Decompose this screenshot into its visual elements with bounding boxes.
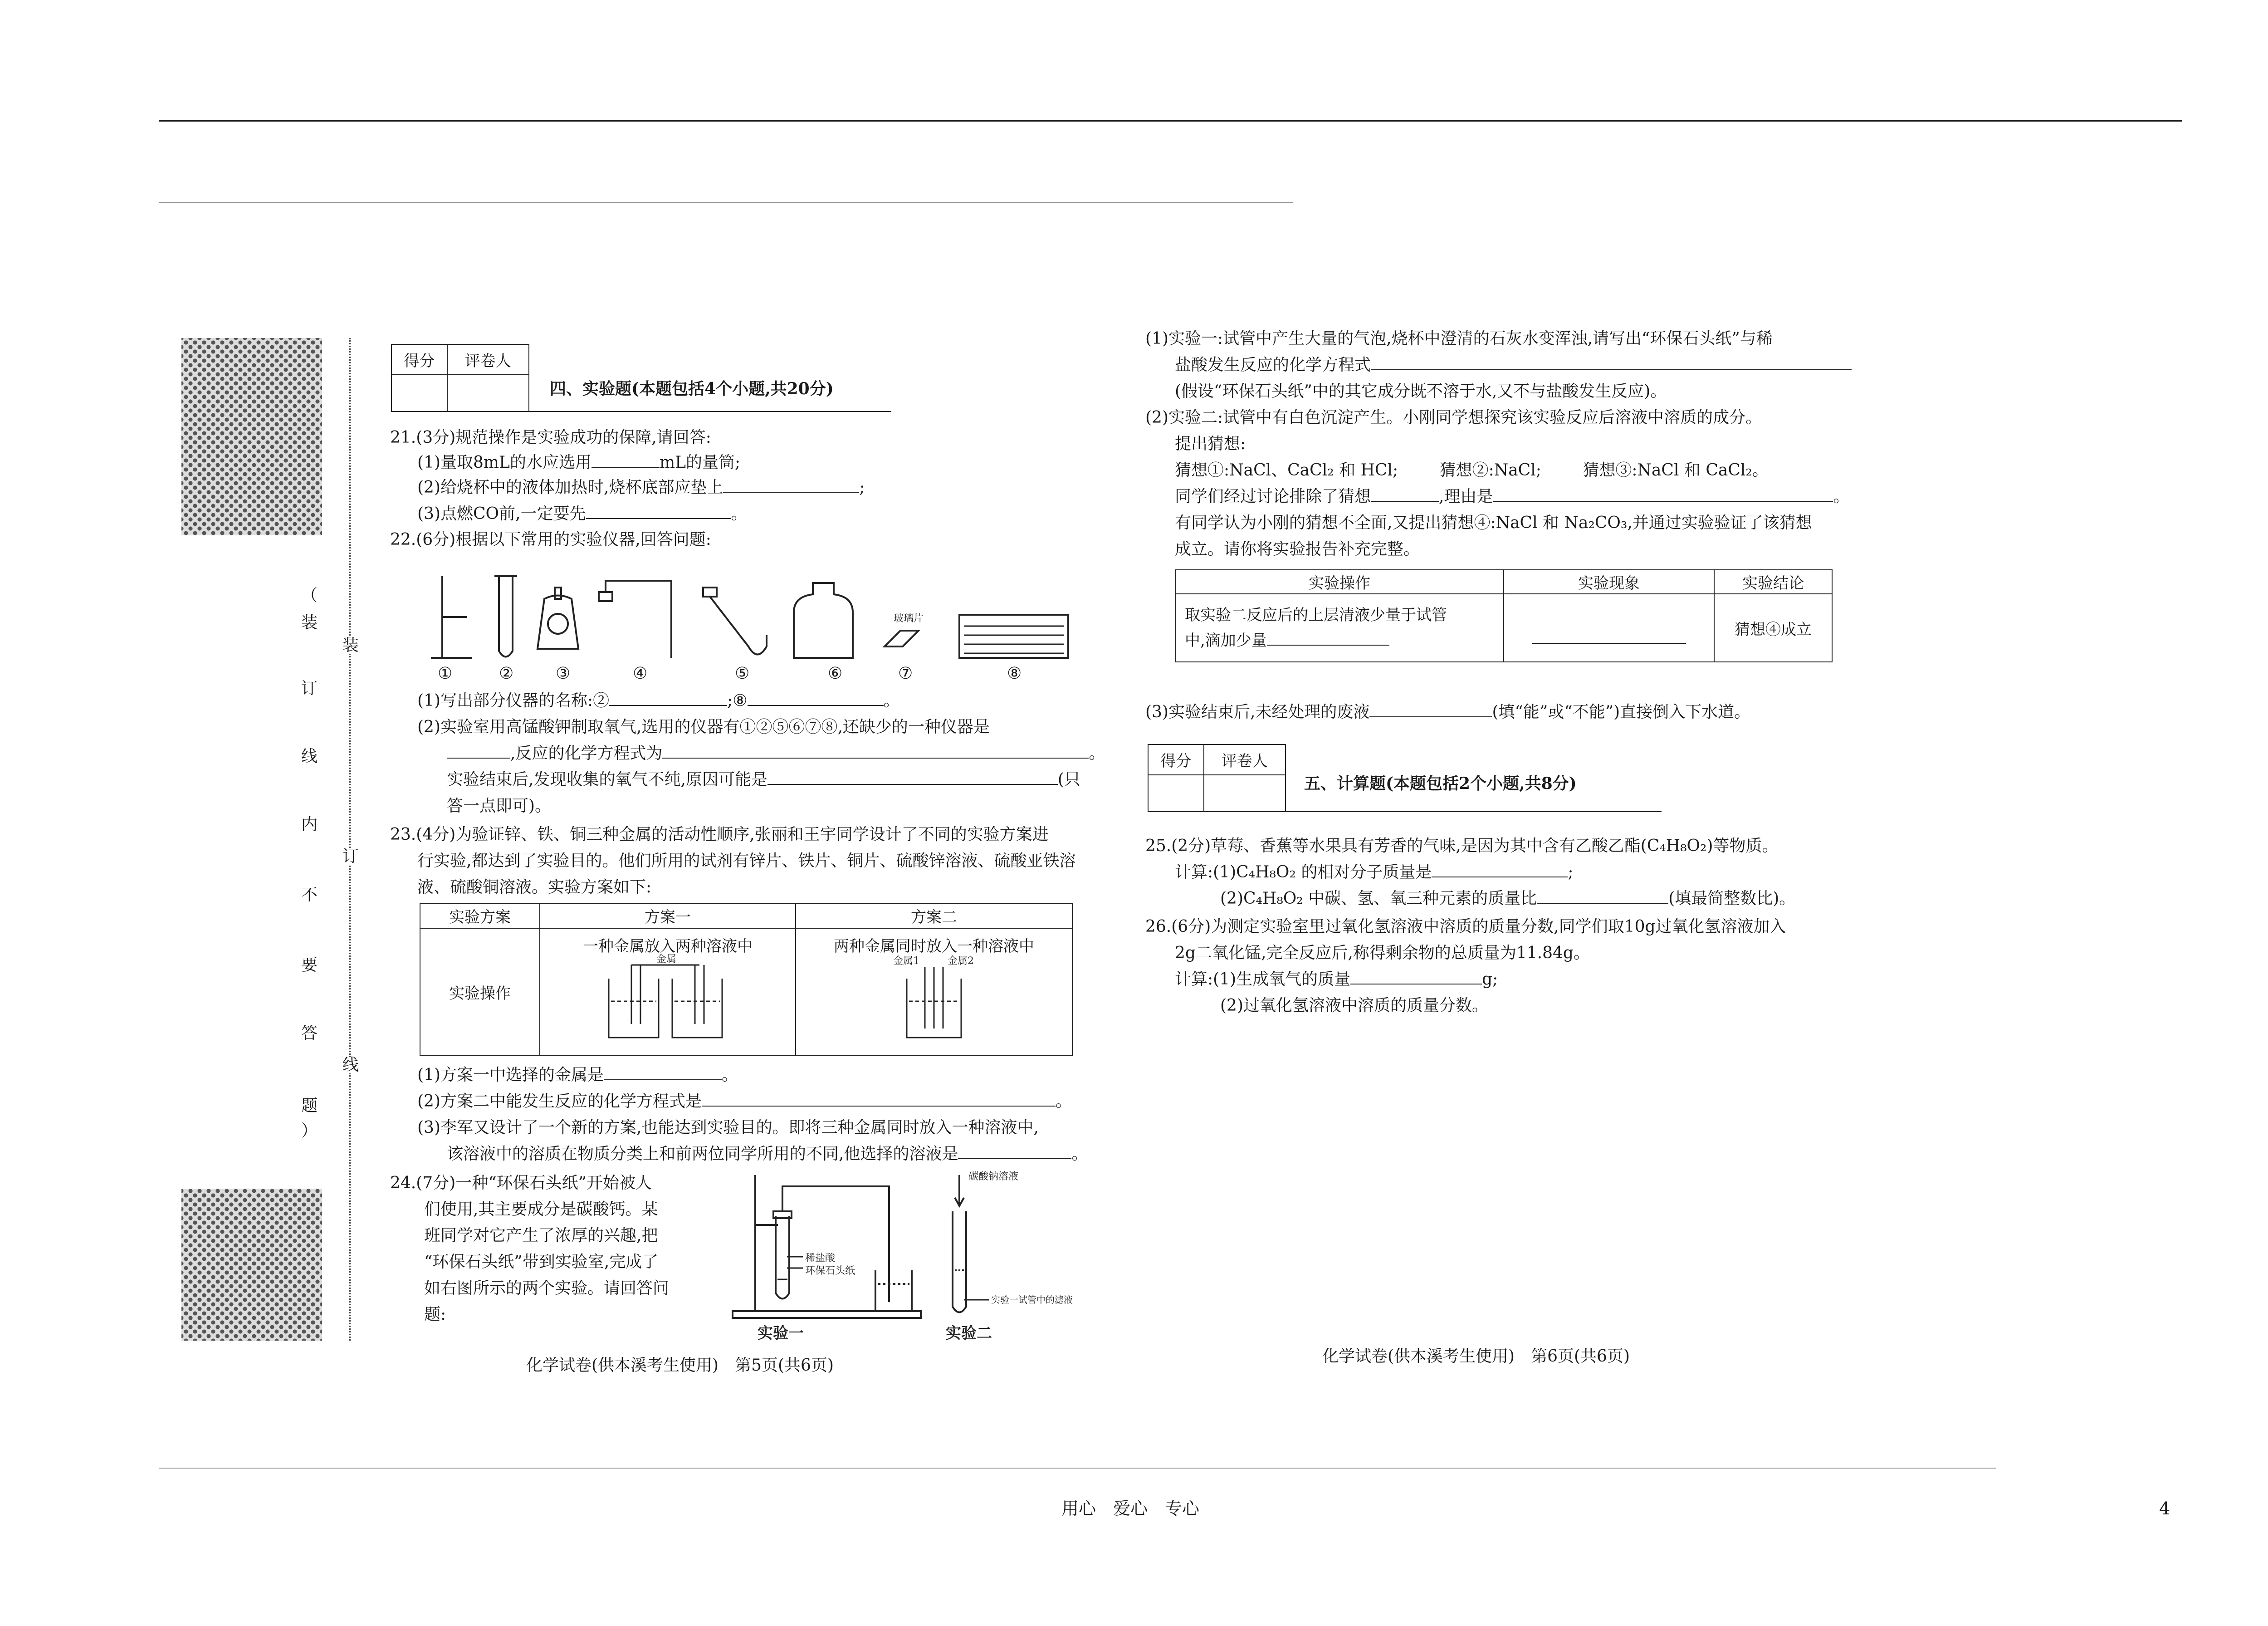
footer-motto: 用心 爱心 专心 [1061,1499,1200,1518]
q24-answer-blank-1[interactable] [1371,354,1852,370]
binding-char: ） [301,1122,318,1140]
q22-part2-line1: (2)实验室用高锰酸钾制取氧气,选用的仪器有①②⑤⑥⑦⑧,还缺少的一种仪器是 [417,718,990,736]
binding-char: 订 [342,847,359,866]
q22-p2-tail: 。 [1089,744,1105,763]
score-label: 得分 [391,344,447,375]
dropper-arrow-icon [955,1175,964,1206]
apparatus-label: ④ [633,664,648,683]
binding-char: 内 [301,815,318,834]
q26-line1: 26.(6分)为测定实验室里过氧化氢溶液中溶质的质量分数,同学们取10g过氧化氢溶液加入 [1145,917,1786,936]
q21-p2-text: (2)给烧杯中的液体加热时,烧杯底部应垫上 [417,478,723,497]
section5-rule [1285,811,1662,812]
q26-answer-blank-1[interactable] [1350,968,1482,984]
report-header-conclusion: 实验结论 [1714,570,1832,594]
q24-p2-line1: (2)实验二:试管中有白色沉淀产生。小刚同学想探究该实验反应后溶液中溶质的成分。 [1145,408,1762,427]
q22-stem: 22.(6分)根据以下常用的实验仪器,回答问题: [390,530,711,549]
report-operation-line1: 取实验二反应后的上层清液少量于试管 [1185,606,1447,624]
q23-line3: 液、硫酸铜溶液。实验方案如下: [417,878,652,896]
binding-char: 不 [301,886,318,904]
alcohol-lamp-icon [538,588,578,649]
scan-bottom-rule [159,1468,1996,1469]
iron-stand-icon [737,1175,794,1311]
grader-cell[interactable] [1204,775,1286,812]
metal-label: 金属 [656,954,677,965]
q22-p2-reason-tail: (只 [1057,770,1080,789]
report-header-operation: 实验操作 [1175,570,1504,594]
binding-char: 订 [301,679,318,698]
q23-p3-tail: 。 [1071,1145,1088,1163]
report-operation-cell [1175,594,1504,662]
beaker-icon [672,979,722,1038]
top-rule [159,120,2182,122]
binding-char: 要 [301,956,318,975]
apparatus-label: ⑥ [828,664,843,683]
grader-label: 评卷人 [447,344,529,375]
report-reagent-blank[interactable] [1267,629,1389,646]
section4-title: 四、实验题(本题包括4个小题,共20分) [550,379,834,398]
q23-line1: 23.(4分)为验证锌、铁、铜三种金属的活动性顺序,张丽和王宇同学设计了不同的实验方案进 [390,825,1049,844]
binding-gap [181,535,322,1189]
q23-answer-blank-2[interactable] [702,1090,1056,1107]
apparatus-label: ⑤ [735,664,750,683]
apparatus-label: ⑦ [898,664,913,683]
exp1-caption: 实验一 [758,1324,804,1342]
beaker-icon [875,1270,912,1311]
report-operation-text: 中,滴加少量 [1185,632,1267,650]
q24-p2-line2: 提出猜想: [1175,435,1246,453]
q23-part1 [417,1064,738,1087]
q21-part2 [417,476,865,499]
delivery-tube-icon [782,1186,889,1302]
report-phenomenon-blank[interactable] [1532,627,1686,644]
q24-line: 如右图所示的两个实验。请回答问 [424,1279,670,1298]
section5-title: 五、计算题(本题包括2个小题,共8分) [1304,774,1577,793]
q26-calc2: (2)过氧化氢溶液中溶质的质量分数。 [1220,996,1488,1015]
q22-p1-text: (1)写出部分仪器的名称:② [417,691,610,710]
q23-header-plan2: 方案二 [796,903,1072,928]
exp2-caption: 实验二 [946,1324,992,1342]
metal-strip-icon [925,967,943,1028]
apparatus-label: ⑧ [1007,664,1022,683]
q24-answer-blank-2[interactable] [1371,485,1439,502]
q21-p1-tail: mL的量筒; [659,453,741,472]
scan-top-rule [159,202,1293,203]
q22-answer-blank-2[interactable] [748,690,884,706]
q22-answer-blank-5[interactable] [767,769,1058,785]
metal2-label: 金属2 [948,955,974,967]
test-tube-icon [953,1211,966,1313]
reason-text: ,理由是 [1439,487,1493,506]
report-phenomenon-cell [1504,594,1714,662]
q23-p1-text: (1)方案一中选择的金属是 [417,1066,604,1084]
q24-guesses [1175,459,1769,482]
q24-line: 们使用,其主要成分是碳酸钙。某 [424,1200,658,1219]
q25-answer-blank-2[interactable] [1537,887,1668,904]
q24-p3-tail: (填“能”或“不能”)直接倒入下水道。 [1492,703,1751,721]
q21-p1-text: (1)量取8mL的水应选用 [417,453,591,472]
iron-stand-icon [431,576,472,658]
score-label: 得分 [1148,744,1204,775]
q23-p1-tail: 。 [722,1066,738,1084]
q23-part3-line2 [447,1143,1088,1166]
q22-answer-blank-1[interactable] [609,690,727,706]
score-cell[interactable] [391,375,447,411]
stone-paper-label: 环保石头纸 [805,1265,855,1277]
q21-answer-blank-3[interactable] [586,503,731,519]
guess-2: 猜想②:NaCl; [1439,461,1541,480]
binding-char: 题 [301,1097,318,1115]
q23-header-plan: 实验方案 [420,903,540,928]
gas-bottle-icon [794,583,853,658]
q25-c1-tail: ; [1568,863,1574,882]
q26-c1-text: 计算:(1)生成氧气的质量 [1175,970,1351,989]
section4-rule [528,411,891,412]
report-header-phenomenon: 实验现象 [1504,570,1714,594]
glass-plate-icon [885,631,919,646]
q24-answer-blank-4[interactable] [1369,701,1492,717]
q24-line: 24.(7分)一种“环保石头纸”开始被人 [390,1174,652,1192]
q23-plan-table [420,903,1073,1056]
q22-p2-reason: 实验结束后,发现收集的氧气不纯,原因可能是 [447,770,767,789]
q24-exclude [1175,485,1849,508]
q23-plan1-text: 一种金属放入两种溶液中 [583,937,753,955]
q24-report-table [1175,569,1833,662]
sodium-carbonate-label: 碳酸钠溶液 [968,1171,1019,1182]
base-plate-icon [733,1311,921,1318]
q21-answer-blank-1[interactable] [591,451,660,468]
page-number: 4 [2159,1499,2170,1518]
q22-p2-text: ,反应的化学方程式为 [510,744,663,763]
q23-plan2-text: 两种金属同时放入一种溶液中 [834,937,1034,955]
glass-plate-label: 玻璃片 [894,613,924,624]
q21-part3 [417,503,748,525]
q25-c2-text: (2)C₄H₈O₂ 中碳、氢、氧三种元素的质量比 [1220,889,1537,908]
q23-header-plan1: 方案一 [540,903,796,928]
q26-c1-tail: g; [1482,970,1498,989]
q24-line: 班同学对它产生了浓厚的兴趣,把 [424,1226,658,1245]
grader-cell[interactable] [447,375,529,411]
q23-plan2-beaker [866,956,1002,1047]
q24-experiment-figure [730,1166,1075,1343]
guess-1: 猜想①:NaCl、CaCl₂ 和 HCl; [1175,461,1398,480]
q22-part2-line4: 答一点即可)。 [447,797,552,815]
q24-p1-line2 [1175,354,1852,377]
guess-3: 猜想③:NaCl 和 CaCl₂。 [1583,461,1769,480]
apparatus-label: ① [438,664,453,683]
q21-stem: 21.(3分)规范操作是实验成功的保障,请回答: [390,428,711,447]
q24-p1-line1: (1)实验一:试管中产生大量的气泡,烧杯中澄清的石灰水变浑浊,请写出“环保石头纸”与稀 [1145,329,1773,348]
q24-guess4-line1: 有同学认为小刚的猜想不全面,又提出猜想④:NaCl 和 Na₂CO₃,并通过实验验证了该猜想 [1175,514,1812,532]
q24-answer-blank-3[interactable] [1493,485,1833,502]
q24-line: “环保石头纸”带到实验室,完成了 [424,1253,659,1271]
grader-label: 评卷人 [1204,744,1286,775]
binding-char: 线 [301,747,318,766]
q23-p3-text: 该溶液中的溶质在物质分类上和前两位同学所用的不同,他选择的溶液是 [447,1145,958,1163]
q23-line2: 行实验,都达到了实验目的。他们所用的试剂有锌片、铁片、铜片、硫酸锌溶液、硫酸亚铁溶 [417,852,1076,870]
binding-char: 答 [301,1024,318,1043]
q25-stem: 25.(2分)草莓、香蕉等水果具有芳香的气味,是因为其中含有乙酸乙酯(C₄H₈O₂)等物质。 [1145,837,1779,855]
binding-char: 装 [342,636,359,655]
q21-part1 [417,451,740,474]
binding-char: 装 [301,613,318,632]
q24-p1-text: 盐酸发生反应的化学方程式 [1175,356,1371,374]
q22-part2-line3 [447,769,1080,791]
apparatus-label: ② [499,664,514,683]
hcl-label: 稀盐酸 [805,1253,836,1264]
q23-plan1-beakers [600,956,736,1047]
q23-answer-blank-3[interactable] [958,1143,1071,1159]
q22-answer-blank-3[interactable] [447,742,510,759]
q24-p3-text: (3)实验结束后,未经处理的废液 [1145,703,1370,721]
q23-answer-blank-1[interactable] [604,1064,722,1080]
q23-p2-tail: 。 [1056,1092,1072,1111]
q23-plan1-cell [540,928,796,1055]
q25-c2-tail: (填最简整数比)。 [1668,889,1796,908]
q23-plan2-cell [796,928,1072,1055]
test-tube-icon [494,576,517,657]
binding-dotted-line [349,338,351,1341]
q22-apparatus-figure [422,567,1075,671]
q21-p3-tail: 。 [731,504,748,523]
q22-p1-tail: 。 [883,691,900,710]
binding-char: 线 [342,1056,359,1074]
exclude-tail: 。 [1833,487,1850,506]
q24-guess4-line2: 成立。请你将实验报告补充完整。 [1175,540,1420,558]
q25-calc1 [1175,861,1573,884]
score-box [391,344,529,412]
binding-char: （ [301,586,318,605]
metal-strip-icon [631,965,704,1024]
report-operation-line2 [1185,628,1503,653]
q22-part2-line2 [447,742,1105,765]
metal1-label: 金属1 [893,955,919,967]
q23-row-label: 实验操作 [420,928,540,1055]
exclude-text: 同学们经过讨论排除了猜想 [1175,487,1371,506]
water-trough-icon [959,615,1068,658]
q23-part2 [417,1090,1072,1113]
right-page-footer: 化学试卷(供本溪考生使用) 第6页(共6页) [1322,1347,1630,1366]
q21-p2-tail: ; [859,478,865,497]
q25-calc2 [1220,887,1795,910]
score-cell[interactable] [1148,775,1204,812]
q22-part1 [417,690,900,712]
score-box [1148,744,1286,812]
q21-p3-text: (3)点燃CO前,一定要先 [417,504,586,523]
q26-line2: 2g二氧化锰,完全反应后,称得剩余物的总质量为11.84g。 [1175,944,1590,962]
stopper-tube-icon [599,581,671,658]
beaker-icon [609,979,659,1038]
q24-line: 题: [424,1305,446,1324]
left-page-footer: 化学试卷(供本溪考生使用) 第5页(共6页) [526,1356,834,1375]
delivery-tube-icon [703,588,767,655]
test-tube-icon [773,1211,792,1299]
filtrate-label: 实验一试管中的滤液 [991,1294,1073,1305]
report-conclusion-cell: 猜想④成立 [1714,594,1832,662]
q22-p1-mid: ;⑧ [727,691,748,710]
q22-answer-blank-4[interactable] [662,742,1089,759]
q24-p1-line3: (假设“环保石头纸”中的其它成分既不溶于水,又不与盐酸发生反应)。 [1175,382,1667,401]
q25-c1-text: 计算:(1)C₄H₈O₂ 的相对分子质量是 [1175,863,1432,882]
q23-part3-line1: (3)李军又设计了一个新的方案,也能达到实验目的。即将三种金属同时放入一种溶液中, [417,1118,1039,1137]
q26-calc1 [1175,968,1498,991]
apparatus-label: ③ [556,664,571,683]
q24-part3 [1145,701,1750,724]
q25-answer-blank-1[interactable] [1432,861,1568,877]
q21-answer-blank-2[interactable] [723,476,859,493]
q23-p2-text: (2)方案二中能发生反应的化学方程式是 [417,1092,702,1111]
